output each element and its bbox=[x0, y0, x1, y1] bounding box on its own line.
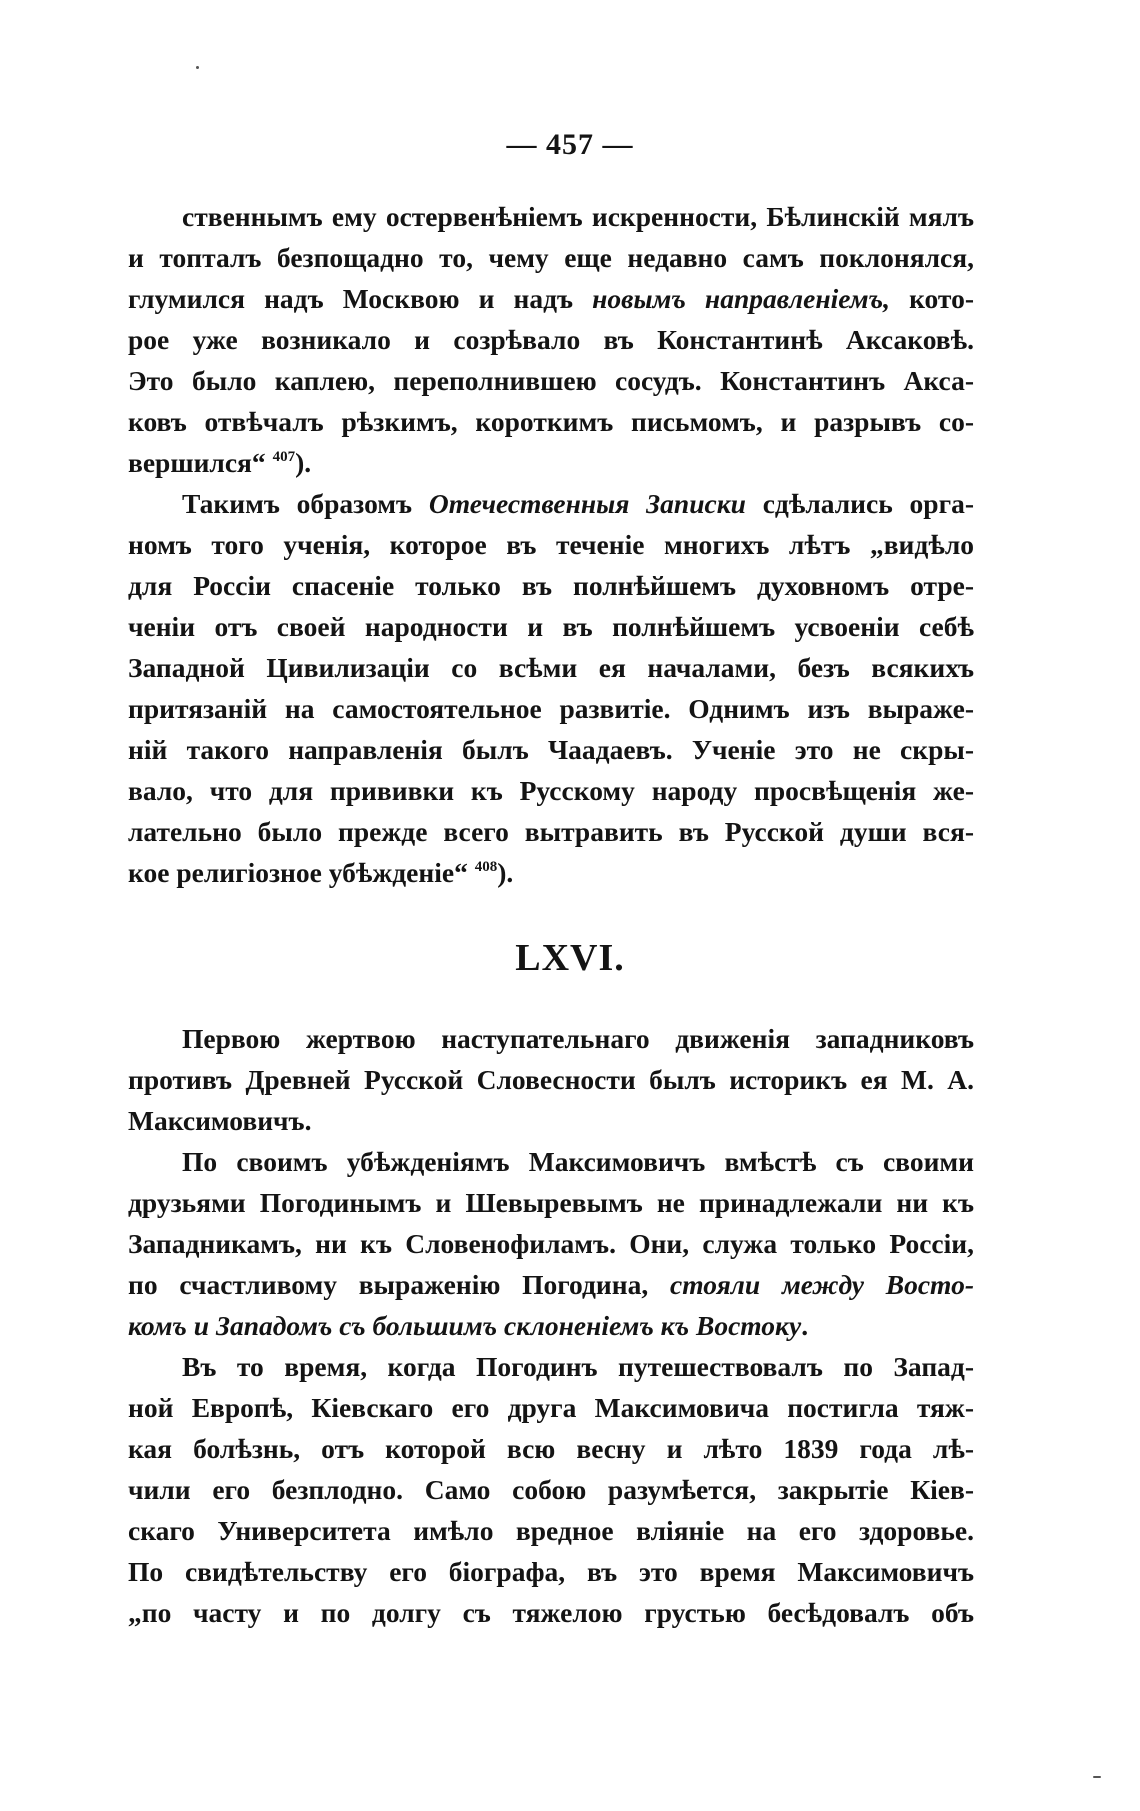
italic-text: комъ и Западомъ съ большимъ склоненіемъ къ Востоку bbox=[128, 1310, 802, 1341]
text-run: кое религіозное убѣжденіе“ bbox=[128, 857, 475, 888]
text-run: ). bbox=[497, 857, 514, 888]
text-run: противъ Древней Русской Словесности былъ историкъ ея М. А. bbox=[128, 1064, 974, 1095]
text-run: Западникамъ, ни къ Словенофиламъ. Они, служа только Россіи, bbox=[128, 1228, 974, 1259]
text-run: рое уже возникало и созрѣвало въ Константинѣ Аксаковѣ. bbox=[128, 324, 974, 355]
text-block-bottom bbox=[128, 1018, 974, 1633]
text-line bbox=[128, 606, 974, 647]
text-run: ній такого направленія былъ Чаадаевъ. Ученіе это не скры- bbox=[128, 734, 974, 765]
text-line bbox=[128, 1387, 974, 1428]
text-line bbox=[128, 278, 974, 319]
text-line bbox=[128, 237, 974, 278]
text-run: кото- bbox=[889, 283, 974, 314]
text-line bbox=[128, 401, 974, 442]
text-run: сдѣлались орга- bbox=[745, 488, 974, 519]
footnote-marker: 407 bbox=[272, 449, 296, 465]
text-line bbox=[128, 770, 974, 811]
text-run: Это было каплею, переполнившею сосудъ. Константинъ Акса- bbox=[128, 365, 974, 396]
text-run: Такимъ образомъ bbox=[182, 488, 429, 519]
section-heading: LXVI. bbox=[515, 937, 625, 979]
text-line bbox=[128, 1469, 974, 1510]
text-line bbox=[128, 1592, 974, 1633]
text-line bbox=[128, 1510, 974, 1551]
text-run: для Россіи спасеніе только въ полнѣйшемъ духовномъ отре- bbox=[128, 570, 974, 601]
footnote-marker: 408 bbox=[474, 859, 498, 875]
text-line bbox=[128, 811, 974, 852]
text-run: друзьями Погодинымъ и Шевыревымъ не принадлежали ни къ bbox=[128, 1187, 974, 1218]
text-run: глумился надъ Москвою и надъ bbox=[128, 283, 593, 314]
text-run: По свидѣтельству его біографа, въ это время Максимовичъ bbox=[128, 1556, 974, 1587]
text-run: ченіи отъ своей народности и въ полнѣйшемъ усвоеніи себѣ bbox=[128, 611, 974, 642]
text-line bbox=[128, 1346, 974, 1387]
text-run: ной Европѣ, Кіевскаго его друга Максимовича постигла тяж- bbox=[128, 1392, 974, 1423]
text-line bbox=[128, 729, 974, 770]
text-line bbox=[128, 1551, 974, 1592]
text-line bbox=[128, 524, 974, 565]
text-line bbox=[128, 1264, 974, 1305]
text-run: скаго Университета имѣло вредное вліяніе на его здоровье. bbox=[128, 1515, 974, 1546]
text-run: вало, что для прививки къ Русскому народу просвѣщенія же- bbox=[128, 775, 974, 806]
text-line bbox=[128, 1223, 974, 1264]
text-line bbox=[128, 1018, 974, 1059]
italic-text: Отечественныя Записки bbox=[428, 488, 746, 519]
text-line bbox=[128, 442, 974, 483]
text-line bbox=[128, 852, 974, 893]
text-run: лательно было прежде всего вытравить въ Русской души вся- bbox=[128, 816, 974, 847]
text-run: . bbox=[801, 1310, 809, 1341]
page-number: — 457 — bbox=[506, 128, 634, 161]
text-line bbox=[128, 1182, 974, 1223]
text-run: вершился“ bbox=[128, 447, 273, 478]
italic-text: стояли между Восто- bbox=[670, 1269, 974, 1300]
text-run: чили его безплодно. Само собою разумѣется, закрытіе Кіев- bbox=[128, 1474, 974, 1505]
text-run: „по часту и по долгу съ тяжелою грустью бесѣдовалъ объ bbox=[128, 1597, 974, 1628]
text-run: Западной Цивилизаціи со всѣми ея началами, безъ всякихъ bbox=[128, 652, 974, 683]
scan-speck bbox=[196, 66, 199, 69]
scan-speck bbox=[1093, 1776, 1101, 1778]
text-line bbox=[128, 196, 974, 237]
text-line bbox=[128, 647, 974, 688]
text-line bbox=[128, 1100, 974, 1141]
text-run: Въ то время, когда Погодинъ путешествовалъ по Запад- bbox=[182, 1351, 974, 1382]
text-run: ковъ отвѣчалъ рѣзкимъ, короткимъ письмомъ, и разрывъ со- bbox=[128, 406, 974, 437]
text-run: притязаній на самостоятельное развитіе. Однимъ изъ выраже- bbox=[128, 693, 974, 724]
text-run: По своимъ убѣжденіямъ Максимовичъ вмѣстѣ съ своими bbox=[182, 1146, 974, 1177]
text-run: номъ того ученія, которое въ теченіе многихъ лѣтъ „видѣло bbox=[128, 529, 974, 560]
text-line bbox=[128, 483, 974, 524]
text-block-top bbox=[128, 196, 974, 893]
italic-text: новымъ направленіемъ, bbox=[592, 283, 890, 314]
text-line bbox=[128, 1141, 974, 1182]
text-run: ). bbox=[295, 447, 312, 478]
text-line bbox=[128, 1305, 974, 1346]
text-run: кая болѣзнь, отъ которой всю весну и лѣто 1839 года лѣ- bbox=[128, 1433, 974, 1464]
text-run: Максимовичъ. bbox=[128, 1105, 312, 1136]
text-run: и топталъ безпощадно то, чему еще недавно самъ поклонялся, bbox=[128, 242, 974, 273]
text-line bbox=[128, 565, 974, 606]
text-line bbox=[128, 1059, 974, 1100]
text-line bbox=[128, 688, 974, 729]
text-run: по счастливому выраженію Погодина, bbox=[128, 1269, 671, 1300]
text-run: ственнымъ ему остервенѣніемъ искренности, Бѣлинскій мялъ bbox=[182, 201, 974, 232]
text-line bbox=[128, 1428, 974, 1469]
text-run: Первою жертвою наступательнаго движенія западниковъ bbox=[182, 1023, 974, 1054]
text-line bbox=[128, 319, 974, 360]
text-line bbox=[128, 360, 974, 401]
